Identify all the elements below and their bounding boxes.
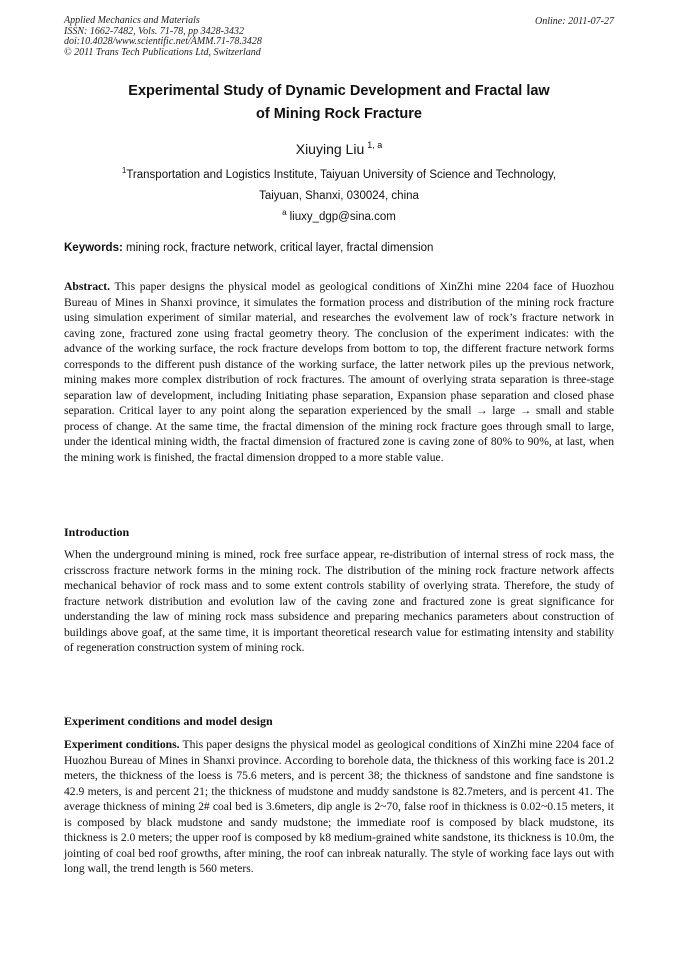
author-name: Xiuying Liu [295, 141, 365, 157]
experiment-label: Experiment conditions. [64, 738, 180, 751]
affiliation-line-2: Taiyuan, Shanxi, 030024, china [259, 190, 419, 202]
journal-name: Applied Mechanics and Materials [64, 15, 200, 26]
abstract-label: Abstract. [64, 280, 111, 293]
affiliation-superscript: 1 [121, 166, 127, 175]
issn-line: ISSN: 1662-7482, Vols. 71-78, pp 3428-3432 [64, 25, 244, 37]
doi-line: doi:10.4028/www.scientific.net/AMM.71-78.3428 [64, 36, 262, 47]
experiment-heading: Experiment conditions and model design [64, 714, 273, 728]
email-superscript: a [282, 208, 287, 217]
author-email-line [64, 204, 614, 226]
author-superscript: 1, a [367, 140, 383, 150]
abstract-text: This paper designs the physical model as geological conditions of XinZhi mine 2204 face of Huozhou Bureau of Mines in Shanxi province, it simulates the formation process and distribution of the mining rock fracture using simulation experiment of similar material, and researches the evolvement law of rock’s fracture network in caving zone, fractured zone using fractal geometry theory. The conclusion of the experiment indicates: with the advance of the working surface, the rock fracture develops from bottom to top, the different fracture network forms corresponds to the different push distance of the working surface, the latter network piles up the previous network, mining makes more complex distribution of rock fractures. The amount of overlying strata separation is three-stage separation law of development, including Initiating phase separation, Expansion phase separation and closed phase separation. Critical layer to any point along the separation experienced by the small → large → small and stable process of change. At the same time, the fractal dimension of the mining rock fracture goes through small to large, under the identical mining width, the fractal dimension of fractured zone is caving zone of 80% to 90%, at last, when the mining work is finished, the fractal dimension dropped to a more stable value. [64, 280, 614, 465]
keywords-label: Keywords: [64, 242, 123, 254]
journal-header [64, 16, 262, 58]
title-line-2: of Mining Rock Fracture [256, 106, 422, 122]
online-date: Online: 2011-07-27 [535, 16, 614, 27]
author-line [64, 136, 614, 158]
introduction-heading: Introduction [64, 525, 130, 539]
copyright-line: © 2011 Trans Tech Publications Ltd, Switzerland [64, 46, 261, 58]
keywords-text: mining rock, fracture network, critical layer, fractal dimension [126, 242, 434, 254]
introduction-paragraph: When the underground mining is mined, rock free surface appear, re-distribution of internal stress of rock mass, the crisscross fracture network forms in the mining rock. The distribution of the mining rock fracture network affects mechanical behavior of rock mass and to some extent controls stability of overlying strata. Therefore, the study of fracture network distribution and evolution law of the caving zone and fractured zone is great significance for understanding the law of mining rock mass subsidence and preparing mechanics parameters about construction of buildings above goaf, at the same time, it is important theoretical research value for estimating intensity and stability of regeneration construction system of mining rock. [64, 548, 614, 655]
abstract [64, 279, 614, 466]
keywords [64, 239, 614, 257]
author-email[interactable]: liuxy_dgp@sina.com [289, 211, 396, 223]
paper-title [64, 80, 614, 126]
experiment-text: This paper designs the physical model as geological conditions of XinZhi mine 2204 face of Huozhou Bureau of Mines in Shanxi province. According to borehole data, the thickness of this working face is 201.2 meters, the thickness of the loess is 75.6 meters, and is percent 38; the thickness of sandstone and fine sandstone is 42.9 meters, is and percent 21; the thickness of mudstone and muddy sandstone is 82.7meters, and is percent 41. The average thickness of mining 2# coal bed is 3.6meters, dip angle is 2~70, false roof in thickness is 0.02~0.15 meters, it is composed by black mudstone and sandy mudstone; the immediate roof is composed by black mudstone, its thickness is 2.0 meters; the upper roof is composed by k8 medium-grained white sandstone, its thickness is 10.0m, the jointing of coal bed roof growths, after mining, the roof can inbreak naturally. The style of working face lays out with long wall, the trend length is 560 meters. [64, 738, 614, 876]
affiliation [64, 160, 614, 207]
title-line-1: Experimental Study of Dynamic Development and Fractal law [128, 83, 550, 99]
experiment-paragraph [64, 737, 614, 877]
affiliation-line-1: Transportation and Logistics Institute, Taiyuan University of Science and Technology, [126, 169, 557, 181]
